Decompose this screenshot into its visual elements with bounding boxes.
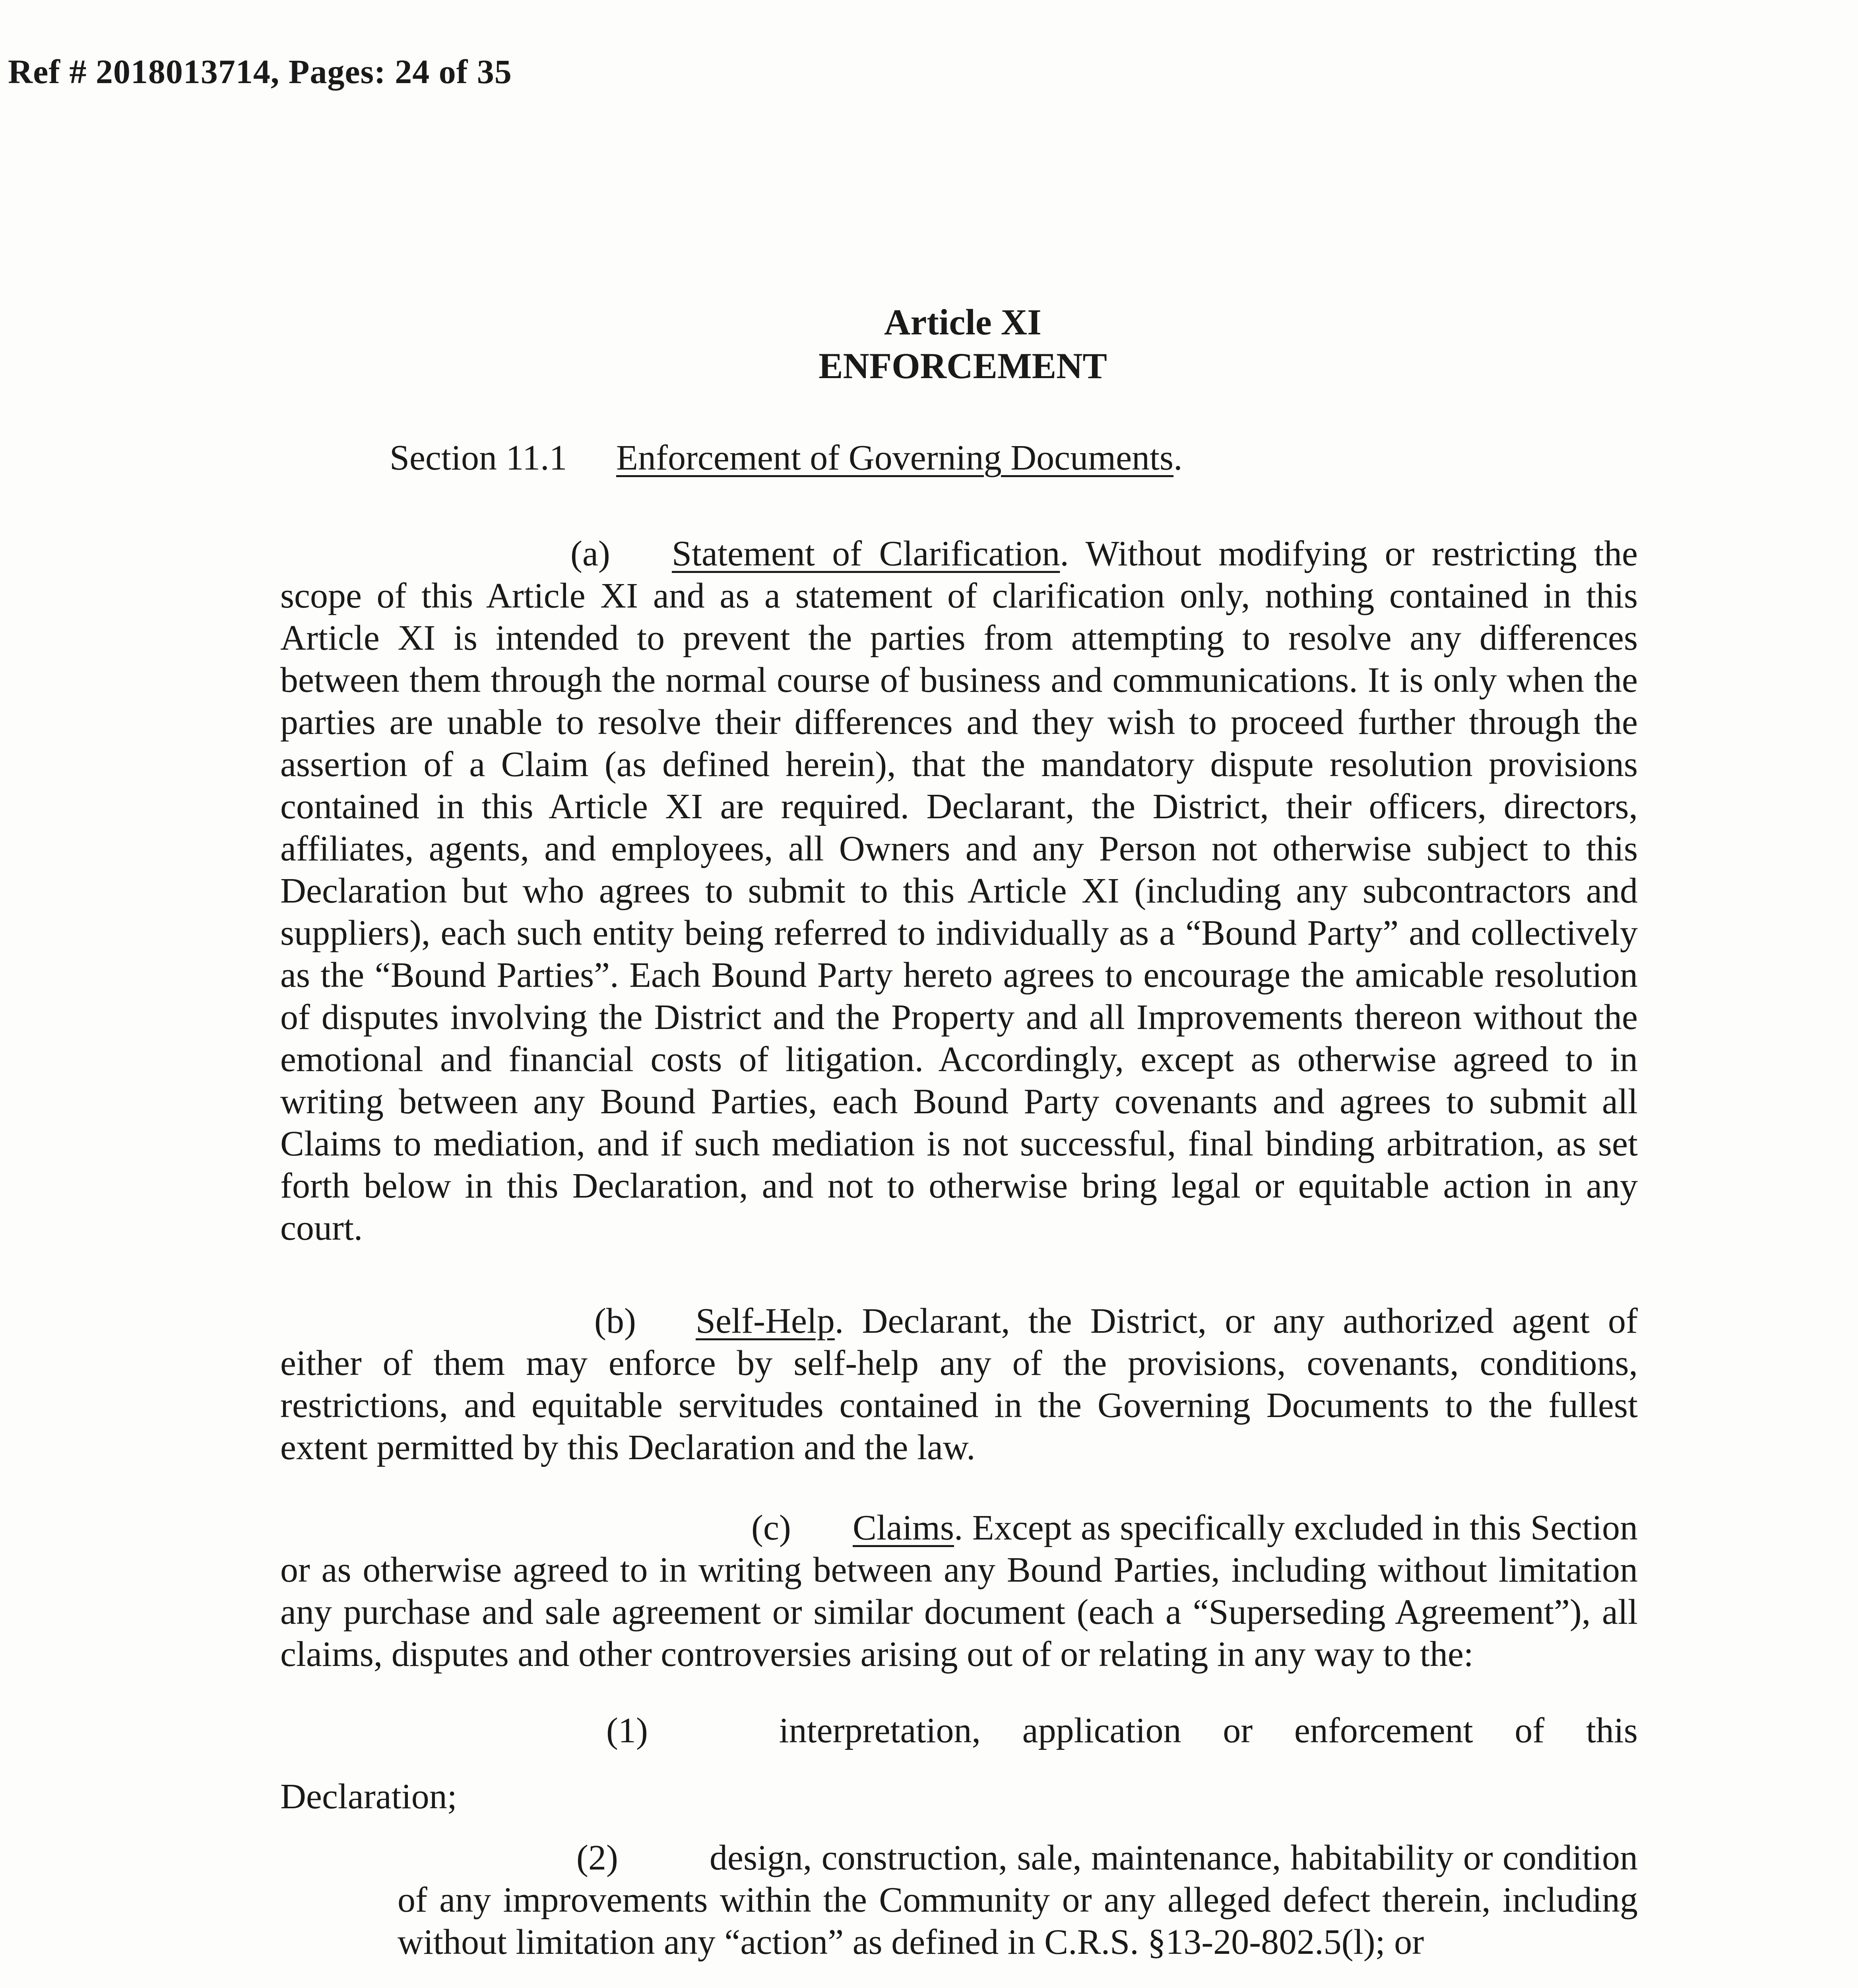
paragraph-b-heading: Self-Help: [696, 1301, 835, 1341]
paragraph-b: [280, 1300, 1638, 1469]
paragraph-c: [280, 1507, 1638, 1675]
paragraph-b-marker: (b): [594, 1301, 636, 1341]
paragraph-b-text: . Declarant, the District, or any authorized agent of either of them may enforce by self-help any of the provisions, covenants, conditions, restrictions, and equitable servitudes contained in the Governing Documents to the fullest extent permitted by this Declaration and the law.: [280, 1301, 1638, 1467]
paragraph-c-marker: (c): [751, 1508, 791, 1547]
paragraph-a-marker: (a): [570, 534, 610, 573]
paragraph-c-lead: [280, 1507, 853, 1549]
list-item-1-word: or: [1223, 1711, 1253, 1750]
paragraph-a-text: . Without modifying or restricting the scope of this Article XI and as a statement of clarification only, nothing contained in this Article XI is intended to prevent the parties from attempting to resolve any differences between them through the normal course of business and communications. It is only when the parties are unable to resolve their differences and they wish to proceed further through the assertion of a Claim (as defined herein), that the mandatory dispute resolution provisions contained in this Article XI are required. Declarant, the District, their officers, directors, affiliates, agents, and employees, all Owners and any Person not otherwise subject to this Declaration but who agrees to submit to this Article XI (including any subcontractors and suppliers), each such entity being referred to individually as a “Bound Party” and collectively as the “Bound Parties”. Each Bound Party hereto agrees to encourage the amicable resolution of disputes involving the District and the Property and all Improvements thereon without the emotional and financial costs of litigation. Accordingly, except as otherwise agreed to in writing between any Bound Parties, each Bound Party covenants and agrees to submit all Claims to mediation, and if such mediation is not successful, final binding arbitration, as set forth below in this Declaration, and not to otherwise bring legal or equitable action in any court.: [280, 534, 1638, 1248]
list-item-1-number: (1): [606, 1711, 648, 1750]
paragraph-c-text: . Except as specifically excluded in this Section or as otherwise agreed to in writing between any Bound Parties, including without limitation any purchase and sale agreement or similar document (each a “Superseding Agreement”), all claims, disputes and other controversies arising out of or relating in any way to the:: [280, 1508, 1638, 1674]
list-item-1-word: enforcement: [1294, 1711, 1473, 1750]
reference-header: Ref # 2018013714, Pages: 24 of 35: [8, 52, 512, 91]
section-title-period: .: [1173, 438, 1183, 478]
section-title: Enforcement of Governing Documents: [616, 438, 1174, 478]
paragraph-b-lead: [280, 1300, 696, 1342]
list-item-2-lead: [398, 1837, 710, 1879]
article-title: ENFORCEMENT: [818, 346, 1107, 386]
article-number: Article XI: [884, 302, 1041, 342]
list-item-2-text: design, construction, sale, maintenance, habitability or condition of any improvements within the Community or any alleged defect therein, including without limitation any “action” as defined in C.R.S. §13-20-802.5(l); or: [398, 1838, 1638, 1962]
list-item-1-line: [280, 1710, 1638, 1752]
list-item-1-word: of: [1515, 1711, 1545, 1750]
list-item-2: [398, 1837, 1638, 1963]
article-heading: [0, 300, 1858, 388]
section-heading: [390, 437, 1183, 478]
list-item-1: [280, 1710, 1638, 1818]
list-item-2-number: (2): [576, 1838, 618, 1877]
list-item-1-word: this: [1586, 1711, 1638, 1750]
list-item-1-word: interpretation,: [779, 1711, 981, 1750]
paragraph-c-heading: Claims: [853, 1508, 954, 1547]
section-number: Section 11.1: [390, 438, 567, 478]
paragraph-a: [280, 533, 1638, 1249]
paragraph-a-lead: [280, 533, 672, 575]
list-item-1-continuation: Declaration;: [280, 1777, 457, 1816]
paragraph-a-heading: Statement of Clarification: [672, 534, 1060, 573]
list-item-1-word: application: [1022, 1711, 1181, 1750]
